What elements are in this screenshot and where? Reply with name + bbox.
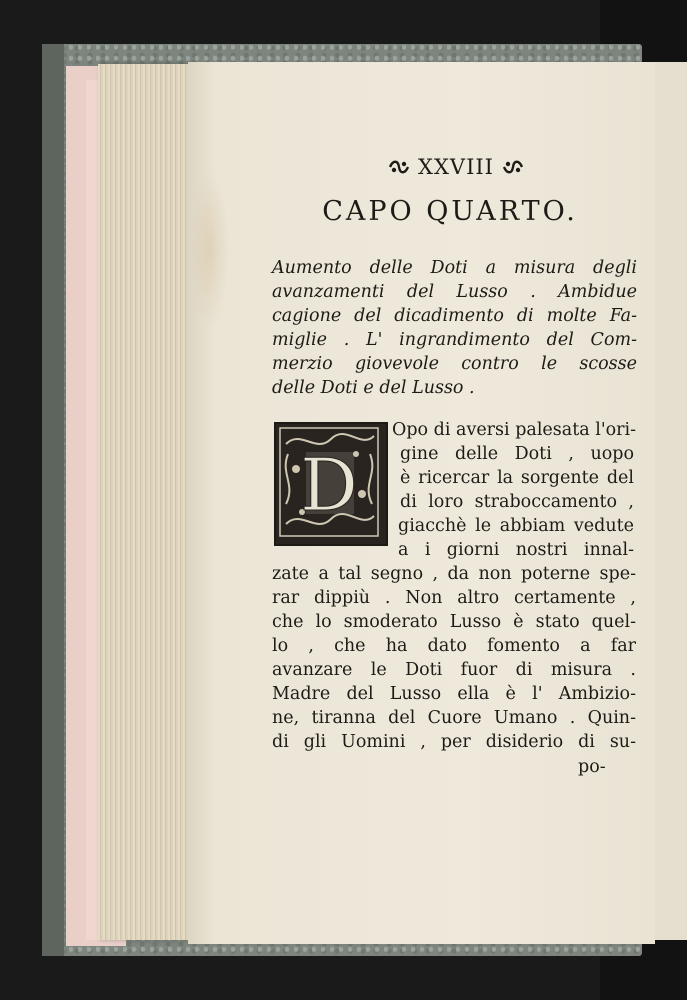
body-line: rar dippiù . Non altro certamente , — [272, 588, 636, 608]
summary-line: cagione del dicadimento di molte Fa- — [272, 306, 637, 326]
body-line: lo , che ha dato fomento a far — [272, 636, 636, 656]
summary-line: Aumento delle Doti a misura degli — [272, 258, 637, 278]
body-line: gine delle Doti , uopo — [400, 444, 634, 464]
body-line: zate a tal segno , da non poterne spe- — [272, 564, 636, 584]
drop-cap-letter: D — [300, 443, 358, 527]
summary-line: delle Doti e del Lusso . — [272, 378, 475, 398]
summary-line: miglie . L' ingrandimento del Com- — [272, 330, 637, 350]
ornamental-initial-icon — [276, 424, 382, 540]
catchword: po- — [578, 757, 606, 777]
page-header — [370, 152, 542, 182]
body-line: giacchè le abbiam vedute — [398, 516, 634, 536]
body-line: è ricercar la sorgente del — [400, 468, 634, 488]
body-line: che lo smoderato Lusso è stato quel- — [272, 612, 636, 632]
body-line: Opo di aversi palesata l'ori- — [392, 420, 637, 440]
summary-line: avanzamenti del Lusso . Ambidue — [272, 282, 637, 302]
chapter-summary — [272, 256, 637, 400]
body-line: di gli Uomini , per disiderio di su- — [272, 732, 636, 752]
body-line: Madre del Lusso ella è l' Ambizio- — [272, 684, 636, 704]
body-line: a i giorni nostri innal- — [398, 540, 634, 560]
decorated-initial — [274, 422, 388, 546]
body-line: avanzare le Doti fuor di misura . — [272, 660, 636, 680]
fleuron-right-icon — [502, 158, 524, 176]
body-line: di loro straboccamento , — [400, 492, 634, 512]
chapter-title: CAPO QUARTO. — [322, 196, 578, 227]
page-number: XXVIII — [418, 155, 494, 179]
body-line: ne, tiranna del Cuore Umano . Quin- — [272, 708, 636, 728]
summary-line: merzio giovevole contro le scosse — [272, 354, 637, 374]
fleuron-left-icon — [388, 158, 410, 176]
